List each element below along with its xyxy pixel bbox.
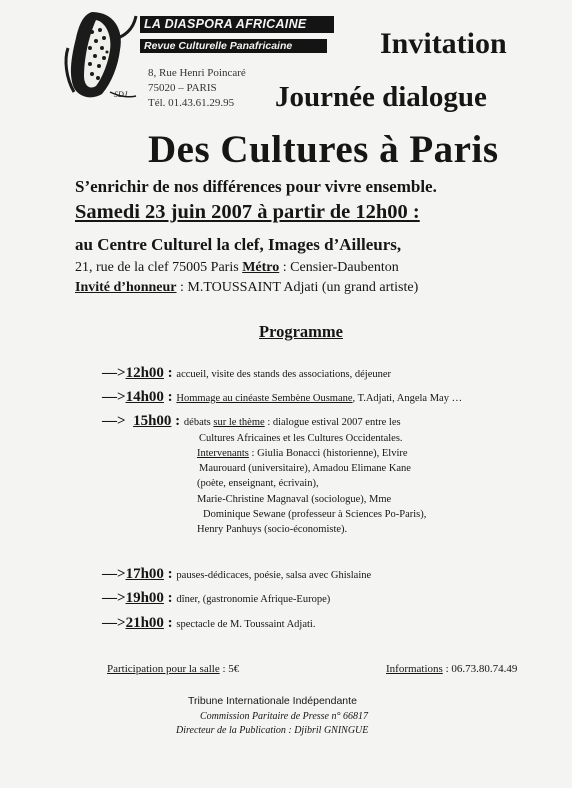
event-date: Samedi 23 juin 2007 à partir de 12h00 :: [75, 201, 420, 223]
event-title-line1: Journée dialogue: [275, 81, 487, 113]
venue-address: 21, rue de la clef 75005 Paris Métro : Censier-Daubenton: [75, 260, 399, 275]
debate-line: Dominique Sewane (professeur à Sciences Po-Paris),: [203, 509, 427, 520]
debate-line: Henry Panhuys (socio-économiste).: [197, 524, 348, 535]
schedule-item-21h00: —>21h00 : spectacle de M. Toussaint Adjati.: [102, 615, 316, 631]
event-title-line2: Des Cultures à Paris: [148, 128, 499, 171]
address-city: 75020 – PARIS: [148, 82, 217, 94]
slogan: S’enrichir de nos différences pour vivre ensemble.: [75, 177, 437, 196]
metro-label: Métro: [242, 260, 280, 275]
schedule-item-19h00: —>19h00 : dîner, (gastronomie Afrique-Europe): [102, 590, 331, 606]
schedule-item-17h00: —>17h00 : pauses-dédicaces, poésie, salsa avec Ghislaine: [102, 566, 372, 582]
schedule-item-15h00: —> 15h00 : débats sur le thème : dialogue estival 2007 entre les: [102, 413, 401, 429]
schedule-item-14h00: —>14h00 : Hommage au cinéaste Sembène Ousmane, T.Adjati, Angela May …: [102, 389, 463, 405]
address-phone: Tél. 01.43.61.29.95: [148, 97, 235, 109]
information-phone: Informations : 06.73.80.74.49: [386, 663, 518, 675]
invitation-title: Invitation: [380, 27, 507, 60]
debate-line: Cultures Africaines et les Cultures Occidentales.: [199, 433, 403, 444]
press-commission: Commission Paritaire de Presse n° 66817: [200, 711, 368, 722]
schedule-item-12h00: —>12h00 : accueil, visite des stands des associations, déjeuner: [102, 365, 392, 381]
debate-speakers: Intervenants : Giulia Bonacci (historienne), Elvire: [197, 448, 408, 459]
magazine-subtitle: Revue Culturelle Panafricaine: [140, 39, 327, 53]
debate-line: Maurouard (universitaire), Amadou Elimane Kane: [199, 463, 411, 474]
guest-label: Invité d’honneur: [75, 280, 177, 295]
publisher-name: Tribune Internationale Indépendante: [188, 695, 357, 707]
debate-line: Marie-Christine Magnaval (sociologue), Mme: [197, 494, 392, 505]
logo-signature: SDJ.: [114, 90, 130, 99]
venue-name: au Centre Culturel la clef, Images d’Ailleurs,: [75, 235, 402, 254]
guest-of-honour: Invité d’honneur : M.TOUSSAINT Adjati (un grand artiste): [75, 280, 419, 295]
programme-title: Programme: [259, 322, 343, 341]
participation-fee: Participation pour la salle : 5€: [107, 663, 240, 675]
magazine-name: LA DIASPORA AFRICAINE: [140, 16, 334, 33]
publication-director: Directeur de la Publication : Djibril GNINGUE: [176, 725, 369, 736]
debate-line: (poète, enseignant, écrivain),: [197, 478, 319, 489]
address-street: 8, Rue Henri Poincaré: [148, 67, 246, 79]
